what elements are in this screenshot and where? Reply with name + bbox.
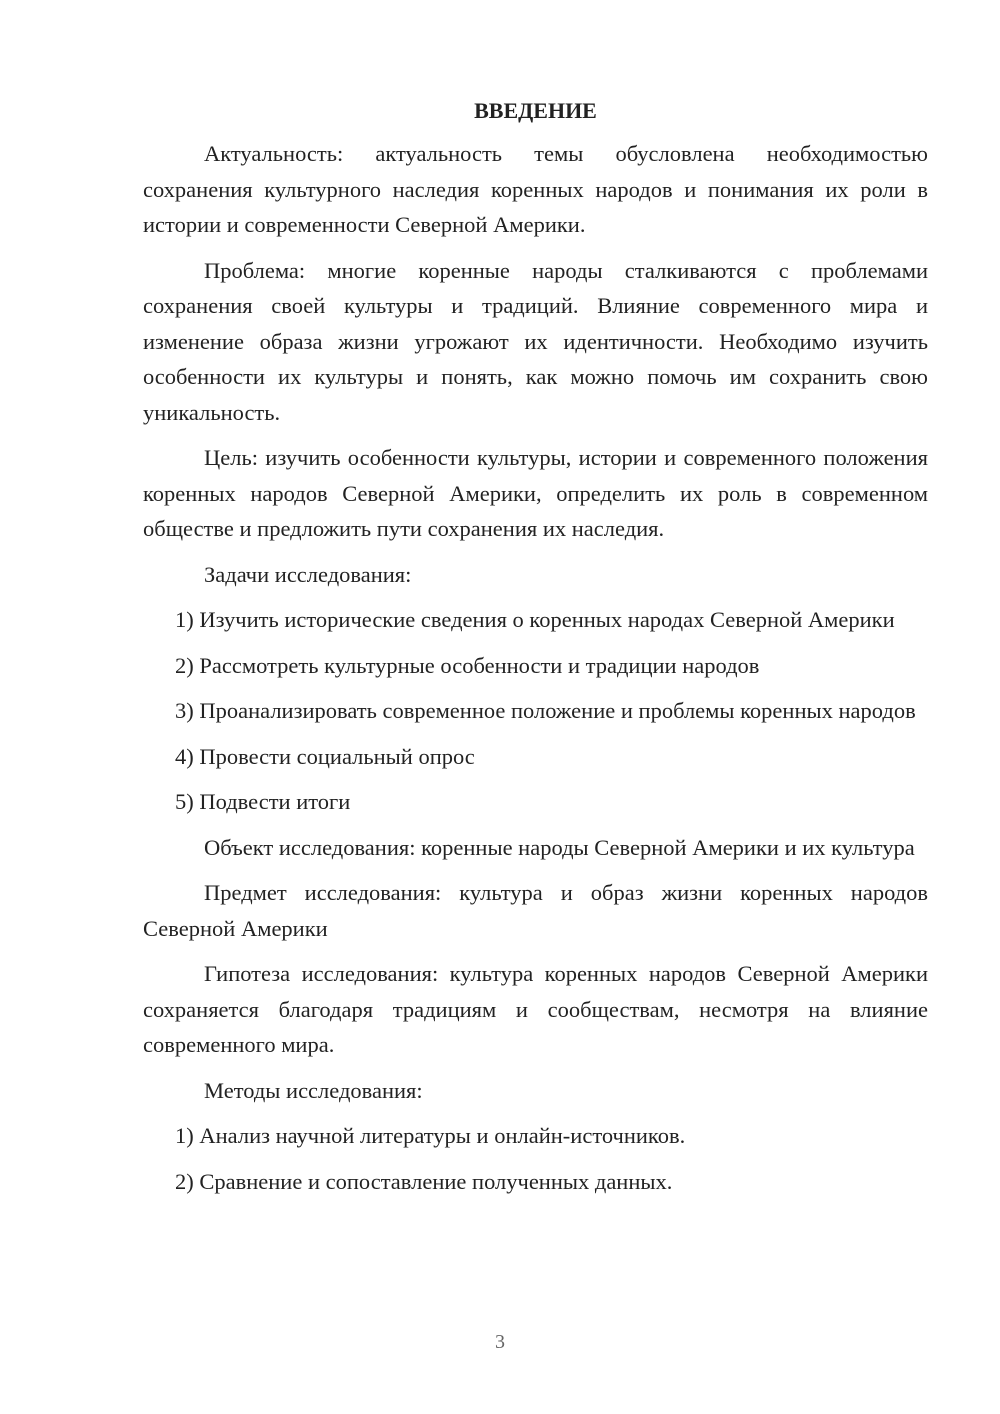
method-item: 2) Сравнение и сопоставление полученных данных. [175, 1168, 673, 1194]
subject-paragraph: Предмет исследования: культура и образ жизни коренных народов Северной Америки [143, 880, 928, 941]
task-item: 3) Проанализировать современное положение и проблемы коренных народов [175, 698, 916, 723]
tasks-title: Задачи исследования: [204, 561, 412, 587]
methods-title: Методы исследования: [204, 1077, 423, 1103]
object-paragraph: Объект исследования: коренные народы Северной Америки и их культура [204, 834, 915, 860]
page-number: 3 [495, 1331, 505, 1353]
section-heading: ВВЕДЕНИЕ [474, 98, 597, 123]
problem-paragraph: Проблема: многие коренные народы сталкиваются с проблемами сохранения своей культуры и традиций. Влияние современного мира и изменение образа жизни угрожают их идентичности. Необходимо изучить особенности их культуры и понять, как можно помочь им сохранить свою уникальность. [143, 257, 928, 425]
method-item: 1) Анализ научной литературы и онлайн-источников. [175, 1123, 686, 1148]
task-item: 1) Изучить исторические сведения о коренных народах Северной Америки [175, 607, 895, 632]
task-item: 5) Подвести итоги [175, 789, 351, 814]
task-item: 2) Рассмотреть культурные особенности и традиции народов [175, 652, 760, 678]
hypothesis-paragraph: Гипотеза исследования: культура коренных народов Северной Америки сохраняется благодаря традициям и сообществам, несмотря на влияние современного мира. [143, 961, 928, 1057]
page-content [143, 93, 928, 1209]
goal-paragraph: Цель: изучить особенности культуры, истории и современного положения коренных народов Северной Америки, определить их роль в современном обществе и предложить пути сохранения их наследия. [143, 445, 928, 541]
relevance-paragraph: Актуальность: актуальность темы обусловлена необходимостью сохранения культурного наследия коренных народов и понимания их роли в истории и современности Северной Америки. [143, 141, 928, 237]
task-item: 4) Провести социальный опрос [175, 743, 475, 769]
